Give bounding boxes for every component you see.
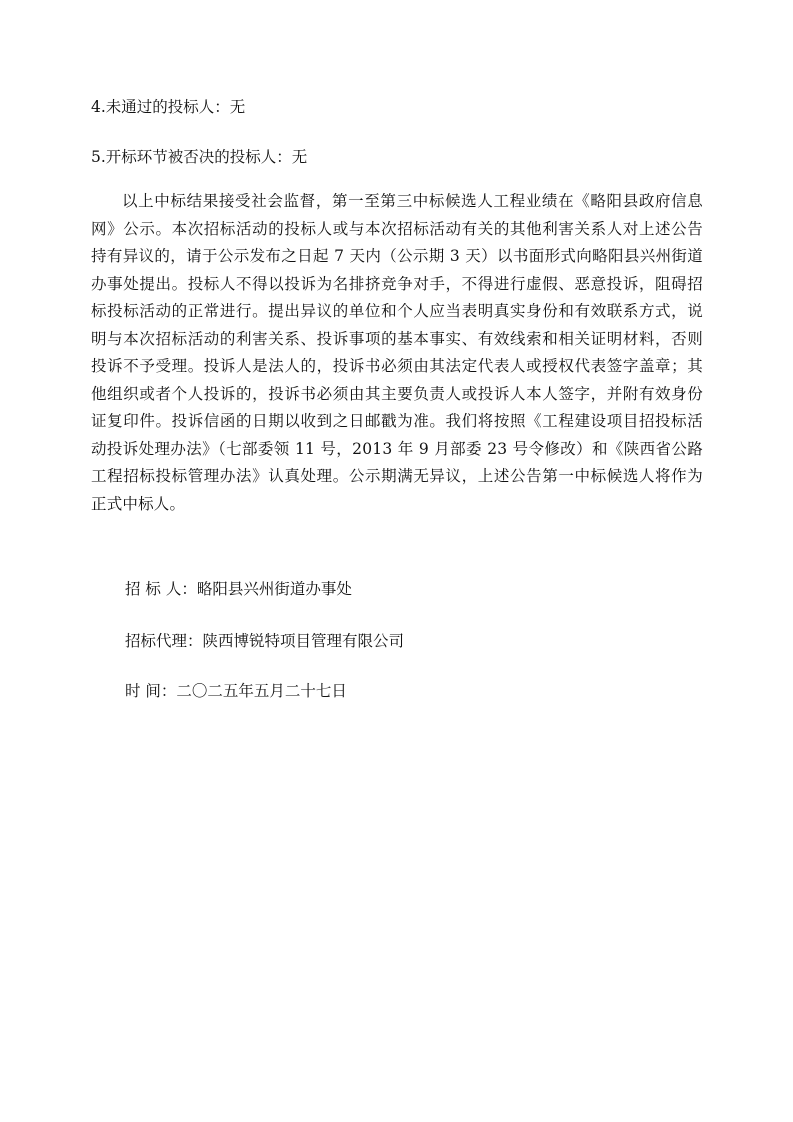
- item-5-rejected-bidders: 5.开标环节被否决的投标人：无: [91, 148, 308, 166]
- tenderer-line: 招 标 人：略阳县兴州街道办事处: [125, 580, 352, 598]
- item-4-unpassed-bidders: 4.未通过的投标人：无: [91, 98, 246, 116]
- supervision-paragraph: 以上中标结果接受社会监督，第一至第三中标候选人工程业绩在《略阳县政府信息网》公示。本次招标活动的投标人或与本次招标活动有关的其他利害关系人对上述公告持有异议的，请于公示发布之日起 7 天内（公示期 3 天）以书面形式向略阳县兴州街道办事处提出。投标人不得以投诉为名排挤竞争对手，不得进行虚假、恶意投诉，阻碍招标投标活动的正常进行。提出异议的单位和个人应当表明真实身份和有效联系方式，说明与本次招标活动的利害关系、投诉事项的基本事实、有效线索和相关证明材料，否则投诉不予受理。投诉人是法人的，投诉书必须由其法定代表人或授权代表签字盖章；其他组织或者个人投诉的，投诉书必须由其主要负责人或投诉人本人签字，并附有效身份证复印件。投诉信函的日期以收到之日邮戳为准。我们将按照《工程建设项目招投标活动投诉处理办法》（七部委领 11 号，2013 年 9 月部委 23 号令修改）和《陕西省公路工程招标投标管理办法》认真处理。公示期满无异议，上述公告第一中标候选人将作为正式中标人。: [91, 192, 703, 513]
- agent-line: 招标代理：陕西博锐特项目管理有限公司: [125, 632, 405, 650]
- date-line: 时 间：二〇二五年五月二十七日: [125, 682, 347, 700]
